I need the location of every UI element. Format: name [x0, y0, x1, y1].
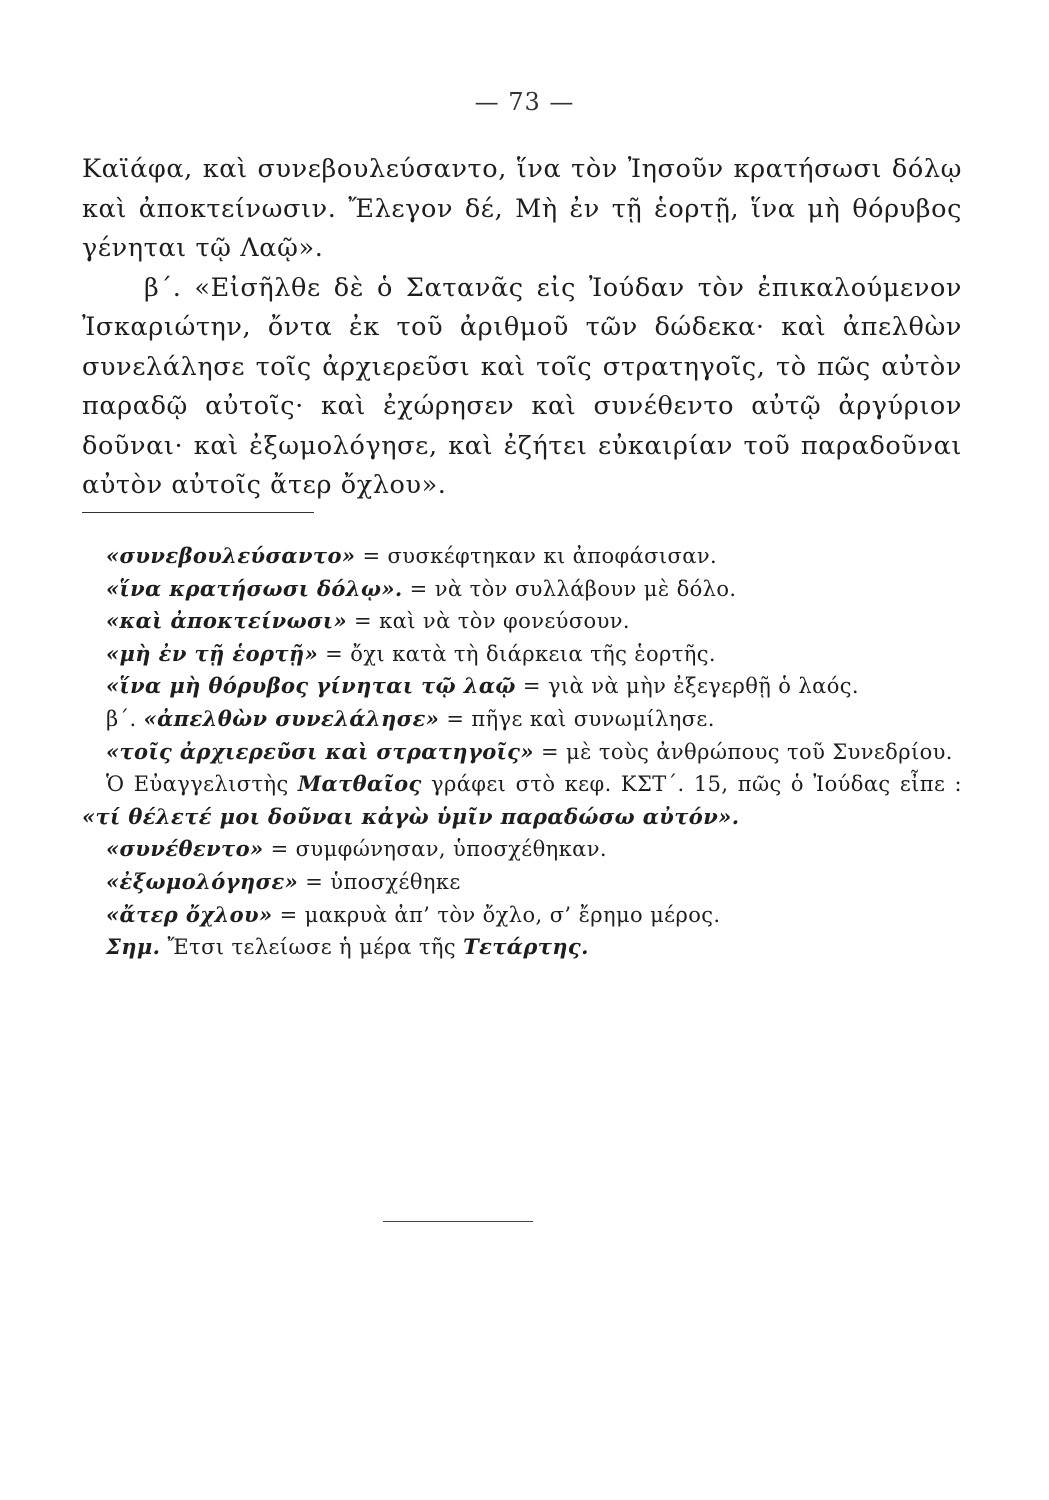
note-term: «ἐξωμολόγησε»: [106, 868, 299, 894]
note-text: = ὑποσχέθηκε: [298, 869, 461, 894]
note-term: «ἄτερ ὄχλου»: [106, 901, 273, 927]
note-text: = καὶ νὰ τὸν φονεύσουν.: [346, 609, 630, 634]
page-number: — 73 —: [474, 88, 575, 116]
note-line: [82, 605, 962, 638]
note-term: «ἵνα μὴ θόρυβος γίνηται τῷ λαῷ: [106, 673, 516, 699]
note-line: [82, 931, 962, 964]
separator-rule: [82, 512, 314, 513]
note-quote: «τί θέλετέ μοι δοῦναι κἀγὼ ὑμῖν παραδώσω αὐτόν».: [82, 803, 740, 829]
main-text-block: [82, 150, 962, 506]
note-line: [82, 703, 962, 736]
note-term: «συνεβουλεύσαντο»: [106, 543, 356, 568]
note-term: «ἵνα κρατήσωσι δόλῳ».: [106, 575, 403, 601]
note-term: Σημ.: [106, 934, 161, 960]
note-text: = πῆγε καὶ συνωμίλησε.: [439, 706, 715, 731]
note-prefix: Ὁ Εὐαγγελιστὴς: [106, 772, 298, 797]
note-line: [82, 540, 962, 573]
note-text: = μακρυὰ ἀπ’ τὸν ὄχλο, σ’ ἔρημο μέρος.: [272, 902, 721, 927]
note-line: [82, 670, 962, 703]
note-text: = συσκέφτηκαν κι ἀποφάσισαν.: [355, 544, 718, 568]
note-prefix: β΄.: [106, 706, 144, 731]
note-text: = γιὰ νὰ μὴν ἐξεγερθῇ ὁ λαός.: [515, 674, 859, 699]
note-text: = μὲ τοὺς ἀνθρώπους τοῦ Συνεδρίου.: [533, 739, 953, 764]
note-term: «καὶ ἀποκτείνωσι»: [106, 608, 347, 634]
notes-block: [82, 540, 962, 964]
note-line: [82, 866, 962, 899]
note-text: = ὄχι κατὰ τὴ διάρκεια τῆς ἑορτῆς.: [318, 641, 716, 666]
note-term: Τετάρτης.: [463, 934, 589, 960]
note-text: Ἔτσι τελείωσε ἡ μέρα τῆς: [160, 935, 464, 960]
closing-rule: [383, 1221, 533, 1222]
main-paragraph-2: β΄. «Εἰσῆλθε δὲ ὁ Σατανᾶς εἰς Ἰούδαν τὸν ἐπικαλούμενον Ἰσκαριώτην, ὄντα ἐκ τοῦ ἀριθμοῦ τῶν δώδεκα· καὶ ἀπελθὼν συνελάλησε τοῖς ἀρχιερεῦσι καὶ τοῖς στρατηγοῖς, τὸ πῶς αὐτὸν παραδῷ αὐτοῖς· καὶ ἐχώρησεν καὶ συνέθεντο αὐτῷ ἀργύριον δοῦναι· καὶ ἐξωμολόγησε, καὶ ἐζήτει εὐκαιρίαν τοῦ παραδοῦναι αὐτὸν αὐτοῖς ἄτερ ὄχλου».: [82, 272, 962, 500]
note-line: [82, 768, 962, 833]
note-line: [82, 833, 962, 866]
note-term: «συνέθεντο»: [106, 836, 264, 862]
note-line: [82, 573, 962, 606]
main-paragraph-1: Καϊάφα, καὶ συνεβουλεύσαντο, ἵνα τὸν Ἰησοῦν κρατήσωσι δόλῳ καὶ ἀποκτείνωσιν. Ἔλεγον δέ, Μὴ ἐν τῇ ἑορτῇ, ἵνα μὴ θόρυβος γένηται τῷ Λαῷ».: [82, 154, 962, 263]
note-term: «ἀπελθὼν συνελάλησε»: [143, 705, 440, 731]
note-term: «μὴ ἐν τῇ ἑορτῇ»: [106, 640, 319, 666]
note-line: [82, 736, 962, 769]
note-term: Ματθαῖος: [297, 771, 422, 797]
note-line: [82, 899, 962, 932]
note-text: γράφει στὸ κεφ. ΚΣΤ΄. 15, πῶς ὁ Ἰούδας εἶπε :: [421, 772, 962, 797]
note-term: «τοῖς ἀρχιερεῦσι καὶ στρατηγοῖς»: [106, 738, 534, 764]
note-text: = νὰ τὸν συλλάβουν μὲ δόλο.: [402, 576, 737, 601]
note-text: = συμφώνησαν, ὑποσχέθηκαν.: [263, 837, 607, 862]
note-line: [82, 638, 962, 671]
